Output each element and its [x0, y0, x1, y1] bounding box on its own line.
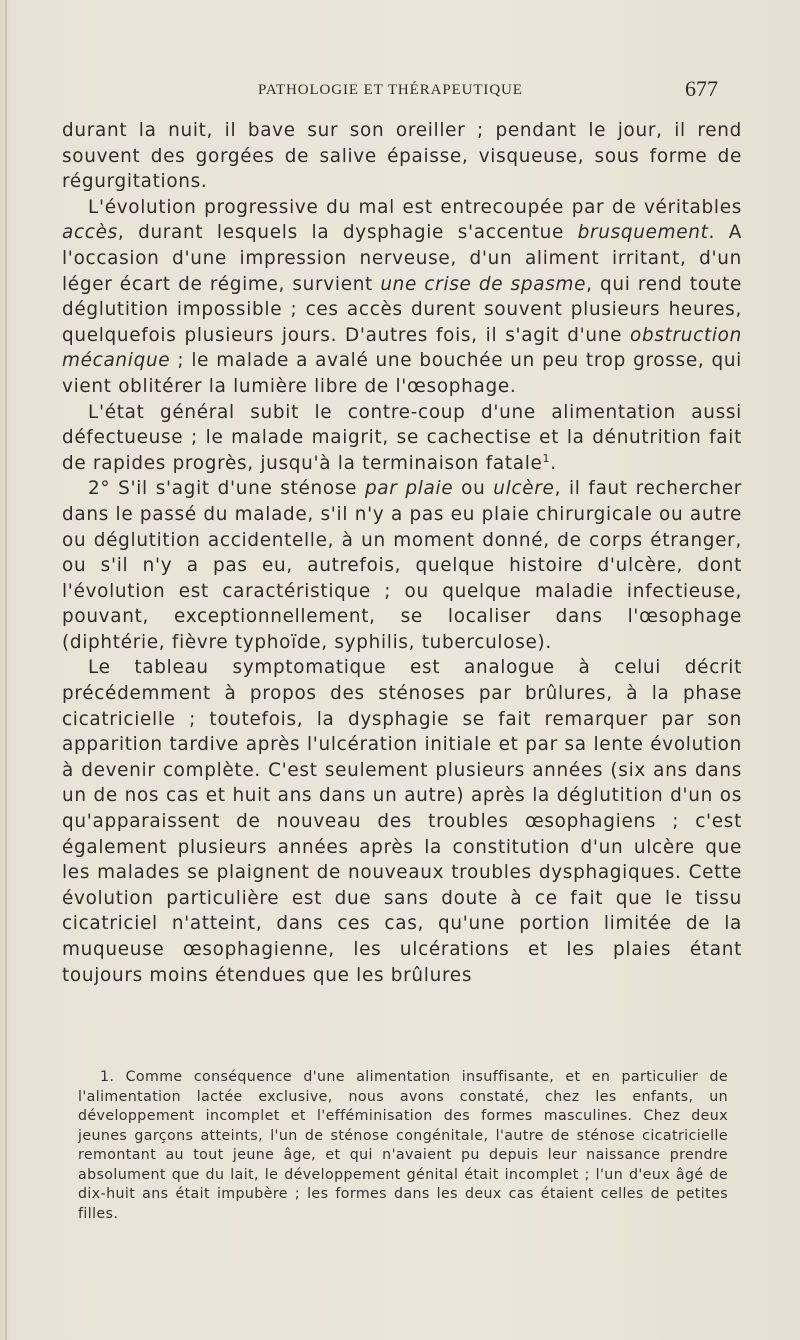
paragraph-5: [62, 655, 742, 988]
paragraph-4-text-e: , il faut rechercher dans le passé du malade, s'il n'y a pas eu plaie chirurgicale ou autre ou déglutition accidentelle, à un moment donné, de corps étranger, ou s'il n'y a pas eu, autrefois, quelque histoire d'ulcère, dont l'évolution est caractéristique ; ou quelque maladie infectieuse, pouvant, exceptionnellement, se localiser dans l'œsophage (diphtérie, fièvre typhoïde, syphilis, tuberculose).: [62, 478, 742, 653]
emphasis-crise-de-spasme: une crise de spasme: [380, 273, 587, 295]
paragraph-2-text-e: . A l'occasion d'une impression nerveuse, d'un aliment irritant, d'un léger écart de régime, survient: [62, 222, 743, 295]
emphasis-par-plaie: par plaie: [364, 478, 454, 500]
footnotes: [78, 1068, 728, 1224]
paragraph-3: [62, 400, 742, 477]
emphasis-obstruction-mecanique: obstruction mécanique: [62, 324, 742, 372]
page-number: 677: [685, 76, 718, 101]
paragraph-3-text-b: .: [550, 452, 557, 474]
footnote-ref: 1: [542, 451, 551, 465]
paragraph-2-text-a: L'évolution progressive du mal est entrecoupée par de véritables: [88, 196, 742, 218]
main-text: [62, 118, 742, 1038]
emphasis-ulcere: ulcère: [493, 478, 555, 500]
paragraph-3-text-a: L'état général subit le contre-coup d'une alimentation aussi défectueuse ; le malade maigrit, se cachectise et la dénutrition fait de rapides progrès, jusqu'à la terminaison fatale: [62, 401, 742, 474]
paragraph-2-text-i: ; le malade a avalé une bouchée un peu trop grosse, qui vient oblitérer la lumière libre de l'œsophage.: [62, 350, 742, 397]
page-header: [258, 76, 718, 104]
running-head: PATHOLOGIE ET THÉRAPEUTIQUE: [258, 82, 523, 98]
emphasis-brusquement: brusquement: [577, 222, 709, 244]
footnote-1: 1. Comme conséquence d'une alimentation insuffisante, et en particulier de l'alimentation lactée exclusive, nous avons constaté, chez les enfants, un développement incomplet et l'efféminisation des formes masculines. Chez deux jeunes garçons atteints, l'un de sténose congénitale, l'autre de sténose cicatricielle remontant au tout jeune âge, et qui n'avaient pu depuis leur naissance prendre absolument que du lait, le développement génital était incomplet ; l'un d'eux âgé de dix-huit ans était impubère ; les formes dans les deux cas étaient celles de petites filles.: [78, 1069, 728, 1222]
binding-edge: [5, 0, 7, 1340]
paragraph-1: [62, 118, 742, 195]
paragraph-2-text-c: , durant lesquels la dysphagie s'accentue: [117, 222, 578, 244]
emphasis-acces: accès: [62, 222, 118, 244]
paragraph-2: [62, 195, 742, 400]
paragraph-1-text: durant la nuit, il bave sur son oreiller ; pendant le jour, il rend souvent des gorgées de salive épaisse, visqueuse, sous forme de régurgitations.: [62, 120, 742, 193]
paragraph-5-text: Le tableau symptomatique est analogue à celui décrit précédemment à propos des sténoses par brûlures, à la phase cicatricielle ; toutefois, la dysphagie se fait remarquer par son apparition tardive après l'ulcération initiale et par sa lente évolution à devenir complète. C'est seulement plusieurs années (six ans dans un de nos cas et huit ans dans un autre) après la déglutition d'un os qu'apparaissent de nouveau des troubles œsophagiens ; c'est également plusieurs années après la constitution d'un ulcère que les malades se plaignent de nouveaux troubles dysphagiques. Cette évolution particulière est due sans doute à ce fait que le tissu cicatriciel n'atteint, dans ces cas, qu'une portion limitée de la muqueuse œsophagienne, les ulcérations et les plaies étant toujours moins étendues que les brûlures: [62, 657, 742, 986]
paragraph-2-text-g: , qui rend toute déglutition impossible ; ces accès durent souvent plusieurs heures, quelquefois plusieurs jours. D'autres fois, il s'agit d'une: [62, 273, 742, 346]
paragraph-4-text-a: 2° S'il s'agit d'une sténose: [88, 478, 365, 500]
paragraph-4: [62, 476, 742, 655]
paragraph-4-text-c: ou: [453, 478, 494, 500]
